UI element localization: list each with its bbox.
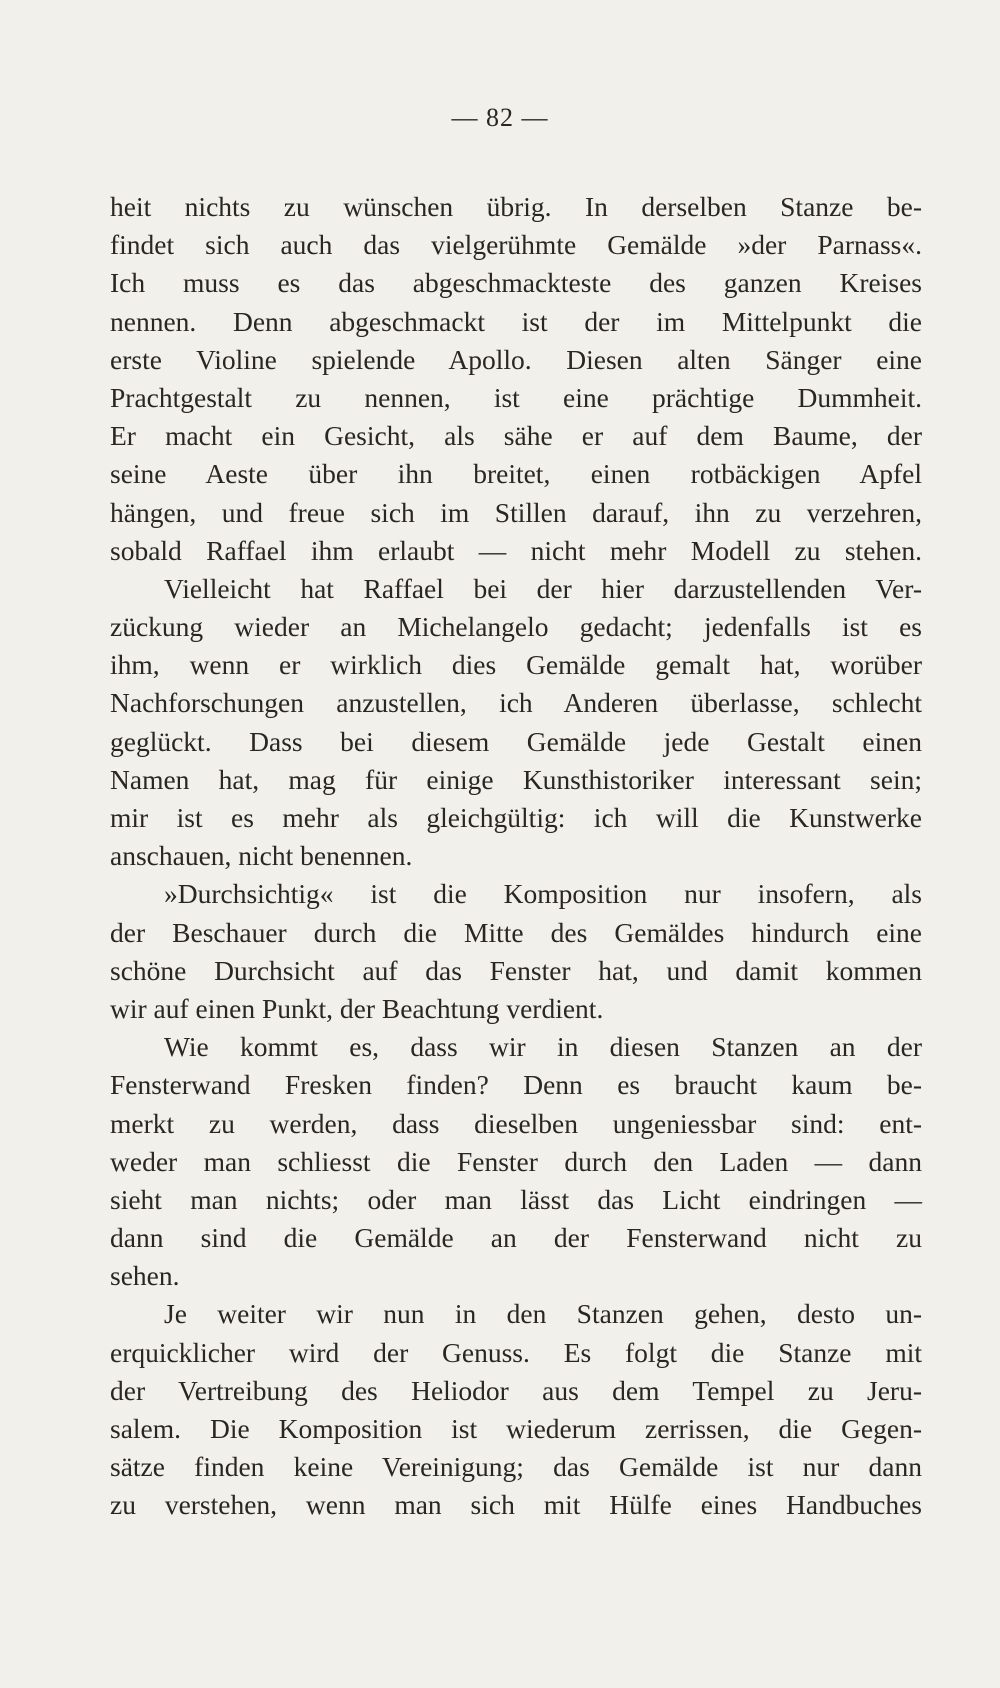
text-line: dann sind die Gemälde an der Fensterwand nicht zu xyxy=(110,1222,922,1254)
text-line: wir auf einen Punkt, der Beachtung verdient. xyxy=(110,992,604,1024)
body-text xyxy=(110,188,922,1525)
text-line: ihm, wenn er wirklich dies Gemälde gemalt hat, worüber xyxy=(110,649,922,681)
text-line: merkt zu werden, dass dieselben ungeniessbar sind: ent- xyxy=(110,1107,922,1139)
text-line: zückung wieder an Michelangelo gedacht; jedenfalls ist es xyxy=(110,611,922,643)
text-line: Prachtgestalt zu nennen, ist eine prächtige Dummheit. xyxy=(110,381,922,413)
page-number: — 82 — xyxy=(451,103,549,132)
text-line: sehen. xyxy=(110,1260,180,1292)
text-line: Je weiter wir nun in den Stanzen gehen, desto un- xyxy=(164,1298,922,1330)
text-line: sieht man nichts; oder man lässt das Licht eindringen — xyxy=(110,1183,922,1215)
text-line: der Vertreibung des Heliodor aus dem Tempel zu Jeru- xyxy=(110,1374,922,1406)
text-line: hängen, und freue sich im Stillen darauf, ihn zu verzehren, xyxy=(110,496,922,528)
text-line: salem. Die Komposition ist wiederum zerrissen, die Gegen- xyxy=(110,1413,922,1444)
text-line: Vielleicht hat Raffael bei der hier darzustellenden Ver- xyxy=(164,572,922,604)
text-line: Er macht ein Gesicht, als sähe er auf dem Baume, der xyxy=(110,420,922,452)
text-line: erquicklicher wird der Genuss. Es folgt die Stanze mit xyxy=(110,1336,922,1368)
text-line: anschauen, nicht benennen. xyxy=(110,840,413,872)
text-line: seine Aeste über ihn breitet, einen rotbäckigen Apfel xyxy=(110,458,922,490)
text-line: Nachforschungen anzustellen, ich Anderen überlasse, schlecht xyxy=(110,687,922,719)
text-line: Fensterwand Fresken finden? Denn es braucht kaum be- xyxy=(110,1069,922,1101)
text-line: heit nichts zu wünschen übrig. In derselben Stanze be- xyxy=(110,191,922,222)
text-line: weder man schliesst die Fenster durch den Laden — dann xyxy=(110,1145,922,1177)
text-line: mir ist es mehr als gleichgültig: ich will die Kunstwerke xyxy=(110,802,922,833)
text-line: erste Violine spielende Apollo. Diesen alten Sänger eine xyxy=(110,343,922,375)
text-line: sobald Raffael ihm erlaubt — nicht mehr Modell zu stehen. xyxy=(110,534,922,566)
text-line: nennen. Denn abgeschmackt ist der im Mittelpunkt die xyxy=(110,305,922,337)
text-line: der Beschauer durch die Mitte des Gemäldes hindurch eine xyxy=(110,916,922,948)
text-line: geglückt. Dass bei diesem Gemälde jede Gestalt einen xyxy=(110,725,922,757)
text-line: sätze finden keine Vereinigung; das Gemälde ist nur dann xyxy=(110,1451,922,1483)
text-line: findet sich auch das vielgerühmte Gemälde »der Parnass«. xyxy=(110,229,922,261)
text-line: zu verstehen, wenn man sich mit Hülfe eines Handbuches xyxy=(110,1489,922,1521)
text-line: schöne Durchsicht auf das Fenster hat, und damit kommen xyxy=(110,954,922,986)
text-line: »Durchsichtig« ist die Komposition nur insofern, als xyxy=(164,878,922,910)
text-line: Namen hat, mag für einige Kunsthistoriker interessant sein; xyxy=(110,763,922,795)
text-line: Wie kommt es, dass wir in diesen Stanzen an der xyxy=(164,1031,922,1063)
text-line: Ich muss es das abgeschmackteste des ganzen Kreises xyxy=(110,267,922,299)
